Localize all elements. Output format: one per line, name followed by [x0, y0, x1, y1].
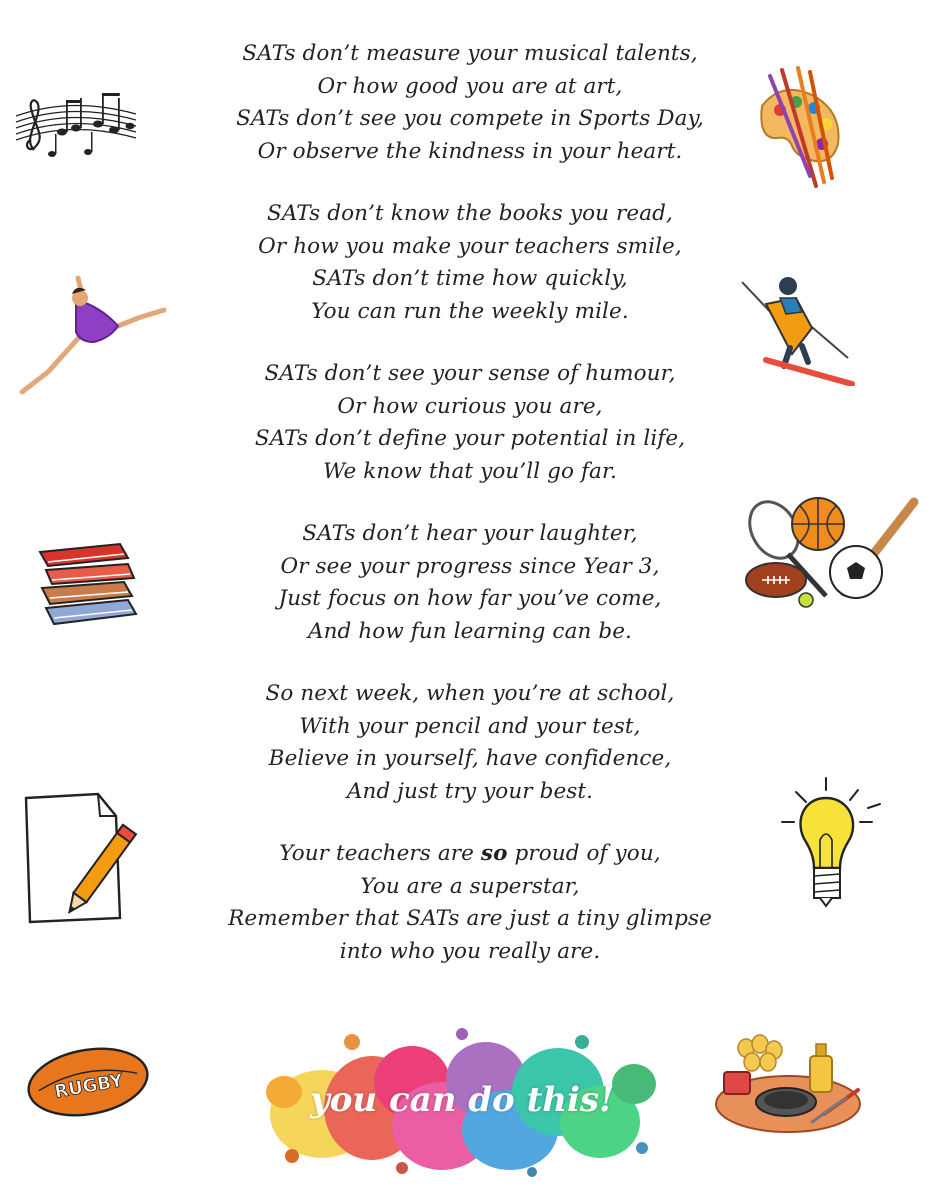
poem-text: Your teachers are: [279, 841, 481, 866]
poem-line: You can run the weekly mile.: [311, 298, 629, 324]
skier-icon: [736, 262, 856, 386]
poem-line: Just focus on how far you’ve come,: [278, 586, 662, 611]
poem-line: Or observe the kindness in your heart.: [257, 138, 683, 164]
poem-line: SATs don’t see your sense of humour,: [264, 361, 676, 386]
poem-line: Remember that SATs are just a tiny glimpse: [228, 906, 712, 931]
poem-line: Or how you make your teachers smile,: [258, 233, 682, 259]
stanza-1: [170, 38, 770, 168]
poem-line: SATs don’t know the books you read,: [267, 201, 673, 226]
music-notes-icon: [12, 88, 140, 166]
poem-line: SATs don’t hear your laughter,: [302, 521, 638, 546]
poem-line: [170, 838, 770, 871]
poem-line: Believe in yourself, have confidence,: [268, 746, 672, 771]
baking-icon: [712, 1028, 862, 1136]
stanza-3: [170, 358, 770, 488]
poem-line: You are a superstar,: [360, 873, 580, 899]
paper-pencil-icon: [20, 790, 140, 926]
poem-line: Or how curious you are,: [337, 393, 603, 419]
rugby-label: RUGBY: [52, 1070, 125, 1103]
poem-line: And just try your best.: [346, 778, 594, 804]
poem-line: With your pencil and your test,: [299, 713, 641, 739]
you-can-do-this-banner: [262, 1022, 662, 1182]
poem-line: SATs don’t see you compete in Sports Day,: [236, 106, 704, 131]
poem-line: We know that you’ll go far.: [323, 458, 617, 484]
poem-line: SATs don’t measure your musical talents,: [242, 41, 698, 66]
poem: [170, 38, 770, 998]
rugby-ball-icon: [24, 1042, 152, 1122]
poem-line: And how fun learning can be.: [307, 618, 632, 644]
poem-line: So next week, when you’re at school,: [265, 681, 675, 706]
emphasis-word: so: [480, 841, 508, 866]
stanza-4: [170, 518, 770, 648]
poem-line: into who you really are.: [339, 938, 601, 964]
poem-text: proud of you,: [507, 841, 661, 866]
light-bulb-icon: [776, 776, 886, 916]
poem-line: SATs don’t time how quickly,: [312, 266, 628, 291]
stanza-5: [170, 678, 770, 808]
stanza-6: [170, 838, 770, 968]
poem-line: Or how good you are at art,: [317, 73, 623, 99]
poem-line: SATs don’t define your potential in life,: [254, 426, 686, 451]
banner-text: you can do this!: [310, 1080, 614, 1120]
stanza-2: [170, 198, 770, 328]
gymnast-icon: [18, 272, 168, 398]
poem-line: Or see your progress since Year 3,: [280, 553, 660, 579]
sports-balls-icon: [744, 496, 920, 614]
books-icon: [36, 538, 146, 630]
paint-palette-icon: [752, 66, 852, 192]
